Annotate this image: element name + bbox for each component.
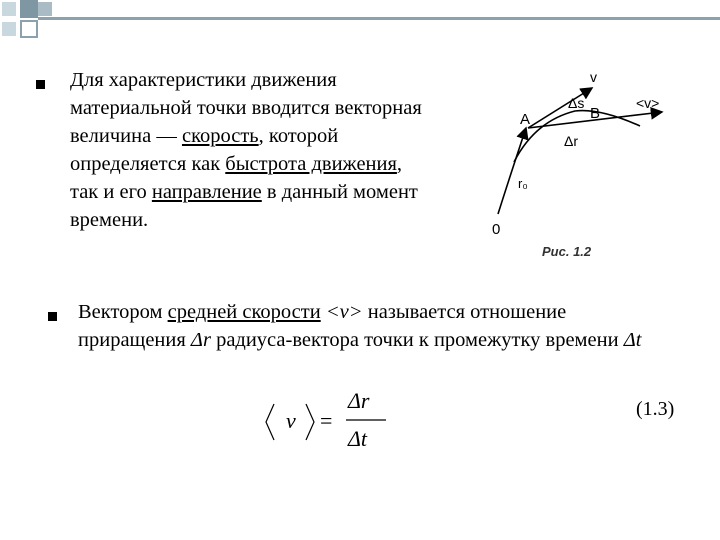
figure-1-2: [480, 66, 680, 266]
deco-square: [2, 22, 16, 36]
formula-lhs: v: [286, 408, 296, 433]
label-ds: Δs: [568, 95, 585, 111]
label-A: A: [520, 111, 531, 128]
paragraph-1-text: в данный момент времени.: [70, 181, 418, 231]
r0-vector: [498, 128, 526, 214]
avg-v-symbol: <v>: [320, 301, 368, 323]
bullet-1: [36, 80, 45, 89]
link-bystrota-dvizheniya[interactable]: быстрота движения: [225, 153, 397, 175]
equation-number: (1.3): [636, 398, 675, 420]
paragraph-2: [78, 298, 678, 354]
label-dr: Δr: [564, 133, 579, 149]
deco-square: [2, 2, 16, 16]
formula-numerator: Δr: [348, 388, 370, 413]
delta-r-symbol: Δr: [190, 329, 211, 351]
label-vavg: <v>: [636, 95, 660, 111]
paragraph-1-text: Для характеристики движения материальной точки вводится векторная величина —: [70, 69, 422, 147]
paragraph-1-text: , так и его: [70, 153, 403, 203]
link-srednyaya-skorost[interactable]: средней скорости: [167, 301, 321, 323]
figure-caption: Рис. 1.2: [542, 244, 592, 259]
deco-square: [20, 0, 38, 18]
deco-square: [38, 2, 52, 16]
header-rule: [38, 17, 720, 20]
right-angle-bracket: [306, 404, 314, 440]
label-0: 0: [492, 221, 501, 238]
left-angle-bracket: [266, 404, 274, 440]
formula-1-3: [262, 382, 402, 454]
formula-denominator: Δt: [348, 426, 368, 451]
formula-equals: =: [320, 408, 333, 433]
label-r0: r₀: [518, 176, 528, 191]
paragraph-2-text: радиуса-вектора точки к промежутку времени: [210, 329, 624, 351]
paragraph-2-text: Вектором: [78, 301, 168, 323]
paragraph-2-text: называется отношение приращения: [78, 301, 567, 351]
label-v: v: [590, 69, 597, 85]
deco-square: [20, 20, 38, 38]
label-B: B: [590, 105, 601, 122]
delta-t-symbol: Δt: [623, 329, 642, 351]
link-skorost[interactable]: скорость: [181, 125, 259, 147]
link-napravlenie[interactable]: направление: [151, 181, 262, 203]
bullet-2: [48, 312, 57, 321]
paragraph-1: [70, 66, 430, 234]
paragraph-1-text: , которой определяется как: [70, 125, 339, 175]
